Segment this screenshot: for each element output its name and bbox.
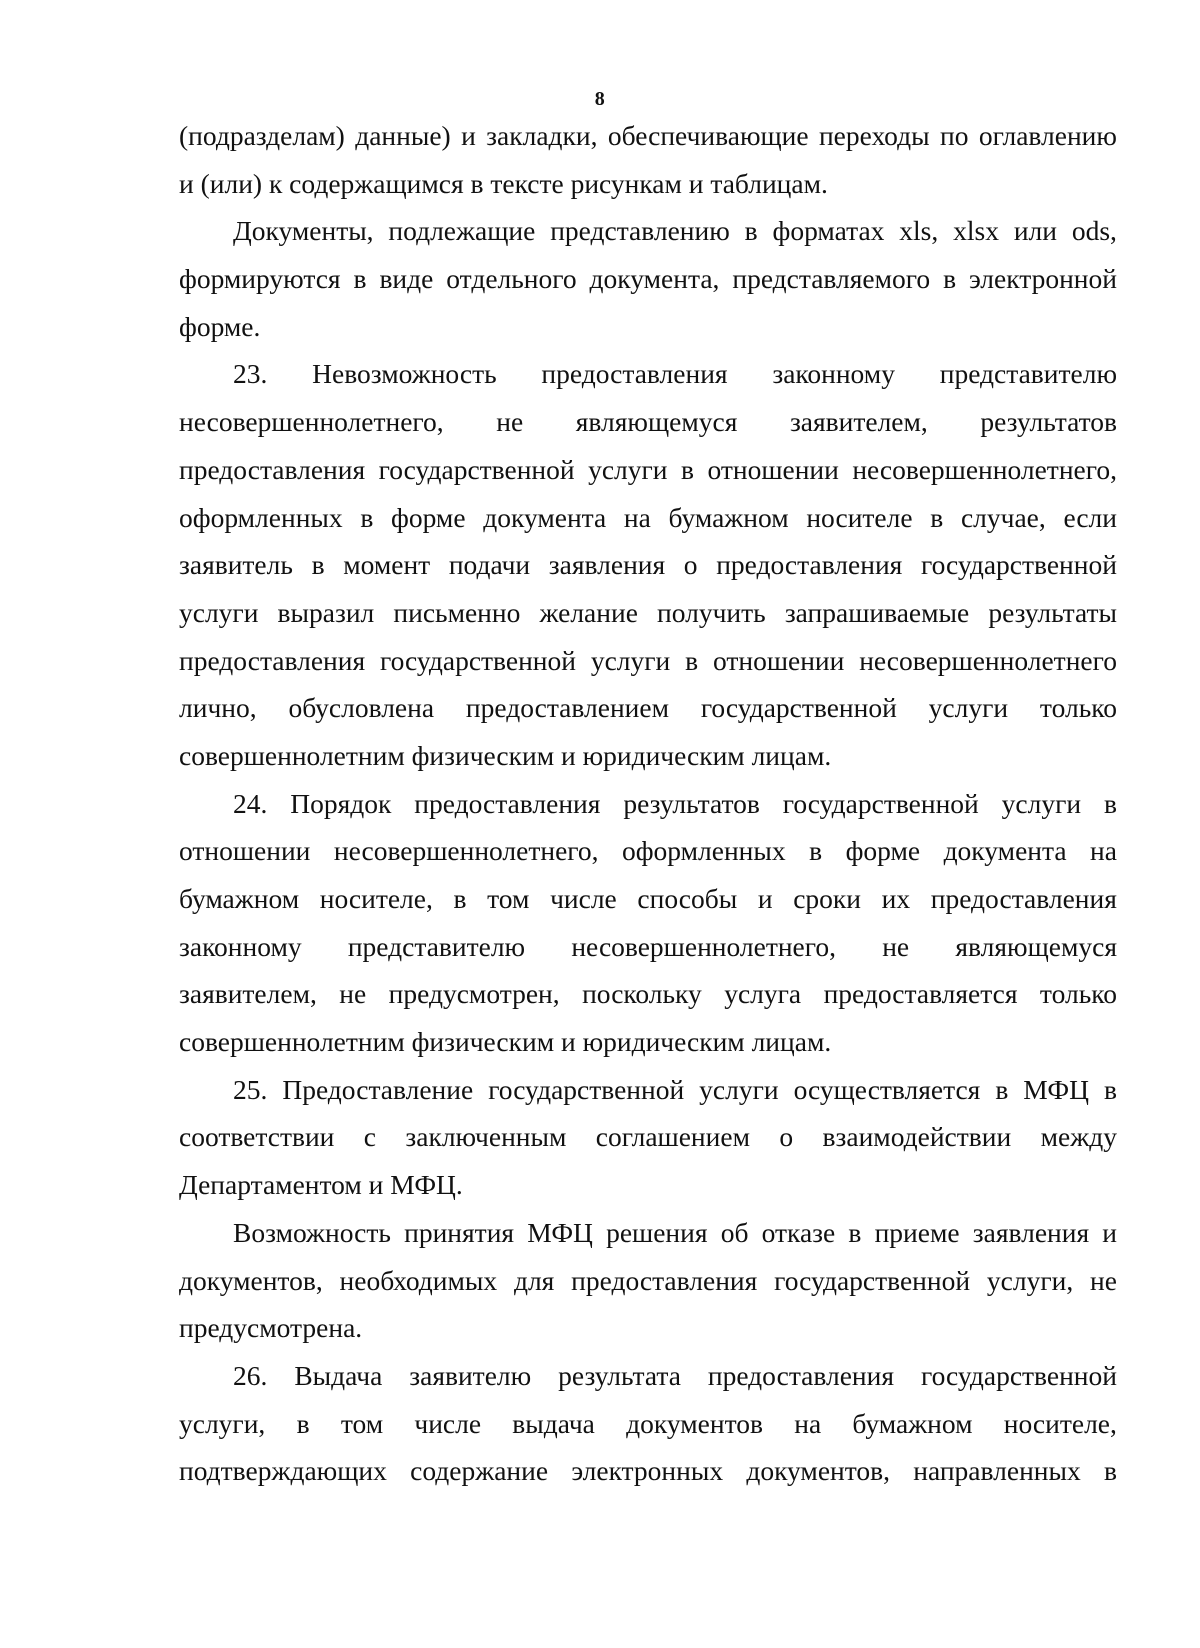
- word: Документы,: [233, 215, 374, 247]
- word: для: [513, 1264, 555, 1296]
- word: соответствии: [179, 1121, 335, 1153]
- word: подтверждающих: [179, 1455, 387, 1487]
- word: числе: [550, 883, 617, 914]
- word: Возможность: [233, 1216, 391, 1248]
- word: отношении: [707, 453, 839, 485]
- text-line: [179, 112, 1117, 160]
- word: формируются: [179, 263, 341, 295]
- text-line: [179, 1447, 1117, 1495]
- word: государственной: [700, 692, 897, 724]
- word: не: [496, 406, 524, 438]
- word: в: [311, 549, 325, 581]
- text-line: [179, 875, 1117, 923]
- word: предусмотрен,: [388, 978, 560, 1010]
- word: Выдача: [294, 1359, 383, 1391]
- word: том: [487, 883, 530, 914]
- word: услуги,: [179, 1407, 266, 1439]
- word: в: [1104, 787, 1117, 819]
- text-line: [179, 1209, 1117, 1257]
- word: запрашиваемые: [784, 596, 970, 628]
- word: услуга: [724, 978, 802, 1010]
- word: в: [1103, 1455, 1117, 1487]
- text-line: [179, 970, 1117, 1018]
- text-line: [179, 780, 1117, 828]
- word: форме: [391, 501, 466, 533]
- text-line: [179, 1066, 1117, 1114]
- word: отказе: [761, 1216, 836, 1248]
- word: оформленных: [621, 835, 786, 867]
- word: заключенным: [405, 1121, 567, 1153]
- word: в: [848, 1216, 862, 1248]
- word: результатов: [980, 406, 1117, 438]
- word: бумажном: [668, 501, 789, 533]
- word: ods,: [1071, 215, 1117, 247]
- text-line: [179, 827, 1117, 875]
- text-line: [179, 684, 1117, 732]
- word: результата: [558, 1359, 681, 1391]
- text-line: [179, 923, 1117, 971]
- word: 23.: [233, 358, 268, 390]
- word: на: [623, 501, 651, 533]
- word: заявителю: [409, 1359, 532, 1391]
- word: оглавлению: [978, 120, 1117, 151]
- word: государственной: [379, 644, 576, 676]
- word: в: [680, 453, 694, 485]
- word: услуги: [928, 692, 1009, 724]
- word: выдача: [512, 1407, 595, 1439]
- text-line: [179, 494, 1117, 542]
- word: несовершеннолетнего,: [852, 453, 1117, 485]
- word: заявитель: [179, 549, 293, 581]
- text-line: [179, 446, 1117, 494]
- word: на: [1090, 835, 1117, 867]
- word: соглашением: [595, 1121, 750, 1153]
- word: обеспечивающие: [607, 120, 809, 151]
- word: документов,: [179, 1264, 323, 1296]
- word: несовершеннолетнего,: [333, 835, 599, 867]
- text-line: совершеннолетним физическим и юридическим лицам.: [179, 739, 832, 771]
- word: МФЦ: [1023, 1073, 1089, 1105]
- word: о: [683, 549, 698, 581]
- word: только: [1039, 978, 1117, 1010]
- word: поскольку: [582, 978, 702, 1010]
- word: заявителем,: [179, 978, 317, 1010]
- word: 24.: [233, 787, 268, 819]
- word: представлению: [550, 215, 730, 247]
- word: услуги: [179, 596, 259, 628]
- word: о: [779, 1121, 794, 1153]
- word: в: [1103, 1073, 1117, 1105]
- word: отношении: [179, 835, 311, 867]
- text-line: [179, 1257, 1117, 1305]
- word: государственной: [920, 1359, 1117, 1391]
- word: предоставления: [571, 1264, 758, 1296]
- word: 26.: [233, 1359, 268, 1391]
- word: документа,: [589, 263, 720, 295]
- word: в: [744, 215, 758, 247]
- document-body: [179, 112, 1117, 1495]
- word: представителю: [347, 930, 526, 962]
- word: государственной: [782, 787, 979, 819]
- word: предоставления: [414, 787, 601, 819]
- word: Невозможность: [312, 358, 497, 390]
- word: виде: [379, 263, 434, 295]
- text-line: [179, 398, 1117, 446]
- word: содержание: [410, 1455, 549, 1487]
- word: если: [1063, 501, 1117, 533]
- word: закладки,: [486, 120, 598, 151]
- text-line: [179, 207, 1117, 255]
- word: том: [340, 1407, 384, 1439]
- word: числе: [414, 1407, 482, 1439]
- word: заявления: [548, 549, 666, 581]
- text-line: [179, 1352, 1117, 1400]
- word: осуществляется: [793, 1073, 981, 1105]
- word: лично,: [179, 692, 257, 724]
- word: носителе,: [1003, 1407, 1117, 1439]
- word: выразил: [277, 596, 375, 628]
- word: форматах: [772, 215, 885, 247]
- word: и: [461, 120, 476, 151]
- word: в: [360, 501, 374, 533]
- word: предоставлением: [465, 692, 669, 724]
- word: подачи: [448, 549, 531, 581]
- word: услуги: [588, 453, 668, 485]
- word: между: [1040, 1121, 1117, 1153]
- word: (подразделам): [179, 120, 345, 151]
- word: предоставления: [707, 1359, 895, 1391]
- word: и: [1102, 1216, 1117, 1248]
- word: представляемого: [732, 263, 931, 295]
- word: МФЦ: [527, 1216, 593, 1248]
- word: момент: [343, 549, 431, 581]
- text-line: предусмотрена.: [179, 1312, 363, 1344]
- word: результатов: [623, 787, 760, 819]
- word: приеме: [874, 1216, 960, 1248]
- word: взаимодействии: [822, 1121, 1012, 1153]
- word: переходы: [818, 120, 930, 151]
- word: государственной: [774, 1264, 971, 1296]
- word: xls,: [899, 215, 939, 247]
- word: способы: [637, 883, 738, 914]
- word: государственной: [920, 549, 1117, 581]
- word: документов: [626, 1407, 763, 1439]
- word: услуги: [1001, 787, 1082, 819]
- word: законному: [772, 358, 895, 390]
- text-line: форме.: [179, 310, 261, 342]
- word: заявителем,: [789, 406, 928, 438]
- word: сроки: [793, 883, 861, 914]
- word: в: [995, 1073, 1009, 1105]
- text-line: Департаментом и МФЦ.: [179, 1169, 463, 1201]
- word: подлежащие: [388, 215, 536, 247]
- word: не: [339, 978, 367, 1010]
- word: документа: [943, 835, 1067, 867]
- word: xlsx: [953, 215, 999, 247]
- word: результаты: [988, 596, 1117, 628]
- word: форме: [845, 835, 921, 867]
- word: об: [720, 1216, 749, 1248]
- word: несовершеннолетнего: [859, 644, 1117, 676]
- word: заявления: [972, 1216, 1090, 1248]
- word: решения: [606, 1216, 708, 1248]
- word: направленных: [913, 1455, 1081, 1487]
- word: отношении: [712, 644, 845, 676]
- word: на: [794, 1407, 822, 1439]
- word: документа: [483, 501, 607, 533]
- word: Предоставление: [282, 1073, 474, 1105]
- word: бумажном: [179, 883, 300, 914]
- word: предоставления: [930, 883, 1117, 914]
- word: бумажном: [852, 1407, 973, 1439]
- word: обусловлена: [288, 692, 435, 724]
- text-line: [179, 350, 1117, 398]
- word: законному: [179, 930, 302, 962]
- word: в: [809, 835, 823, 867]
- word: получить: [657, 596, 766, 628]
- word: только: [1039, 692, 1117, 724]
- word: их: [881, 883, 911, 914]
- word: случае,: [960, 501, 1046, 533]
- word: или: [1013, 215, 1057, 247]
- word: услуги: [590, 644, 671, 676]
- word: письменно: [393, 596, 521, 628]
- word: государственной: [488, 1073, 685, 1105]
- word: являющемуся: [575, 406, 738, 438]
- word: необходимых: [339, 1264, 498, 1296]
- word: услуги: [699, 1073, 779, 1105]
- word: предоставления: [179, 453, 366, 485]
- text-line: [179, 255, 1117, 303]
- word: с: [363, 1121, 376, 1153]
- word: и: [757, 883, 773, 914]
- word: предоставляется: [823, 978, 1018, 1010]
- text-line: [179, 1400, 1117, 1448]
- word: в: [296, 1407, 310, 1439]
- word: данные): [355, 120, 451, 151]
- word: 25.: [233, 1073, 268, 1105]
- word: желание: [539, 596, 638, 628]
- word: Порядок: [290, 787, 392, 819]
- word: в: [943, 263, 957, 295]
- word: принятия: [404, 1216, 515, 1248]
- word: предоставления: [716, 549, 903, 581]
- word: предоставления: [179, 644, 366, 676]
- word: оформленных: [179, 501, 343, 533]
- word: электронных: [571, 1455, 724, 1487]
- word: носителе: [806, 501, 913, 533]
- word: услуги,: [986, 1264, 1074, 1296]
- text-line: и (или) к содержащимся в тексте рисункам и таблицам.: [179, 167, 828, 199]
- text-line: [179, 541, 1117, 589]
- word: несовершеннолетнего,: [179, 406, 444, 438]
- text-line: [179, 589, 1117, 637]
- word: предоставления: [541, 358, 728, 390]
- text-line: [179, 1113, 1117, 1161]
- text-line: [179, 637, 1117, 685]
- word: представителю: [939, 358, 1117, 390]
- word: в: [685, 644, 699, 676]
- word: носителе,: [319, 883, 433, 914]
- word: не: [882, 930, 910, 962]
- word: документов,: [746, 1455, 891, 1487]
- page-number: 8: [594, 88, 606, 110]
- word: несовершеннолетнего,: [571, 930, 836, 962]
- word: в: [930, 501, 944, 533]
- text-line: совершеннолетним физическим и юридическим лицам.: [179, 1026, 832, 1058]
- word: отдельного: [446, 263, 577, 295]
- word: электронной: [969, 263, 1117, 295]
- word: являющемуся: [955, 930, 1117, 962]
- word: в: [353, 263, 367, 295]
- word: по: [940, 120, 969, 151]
- word: государственной: [378, 453, 575, 485]
- word: в: [453, 883, 467, 914]
- word: не: [1090, 1264, 1117, 1296]
